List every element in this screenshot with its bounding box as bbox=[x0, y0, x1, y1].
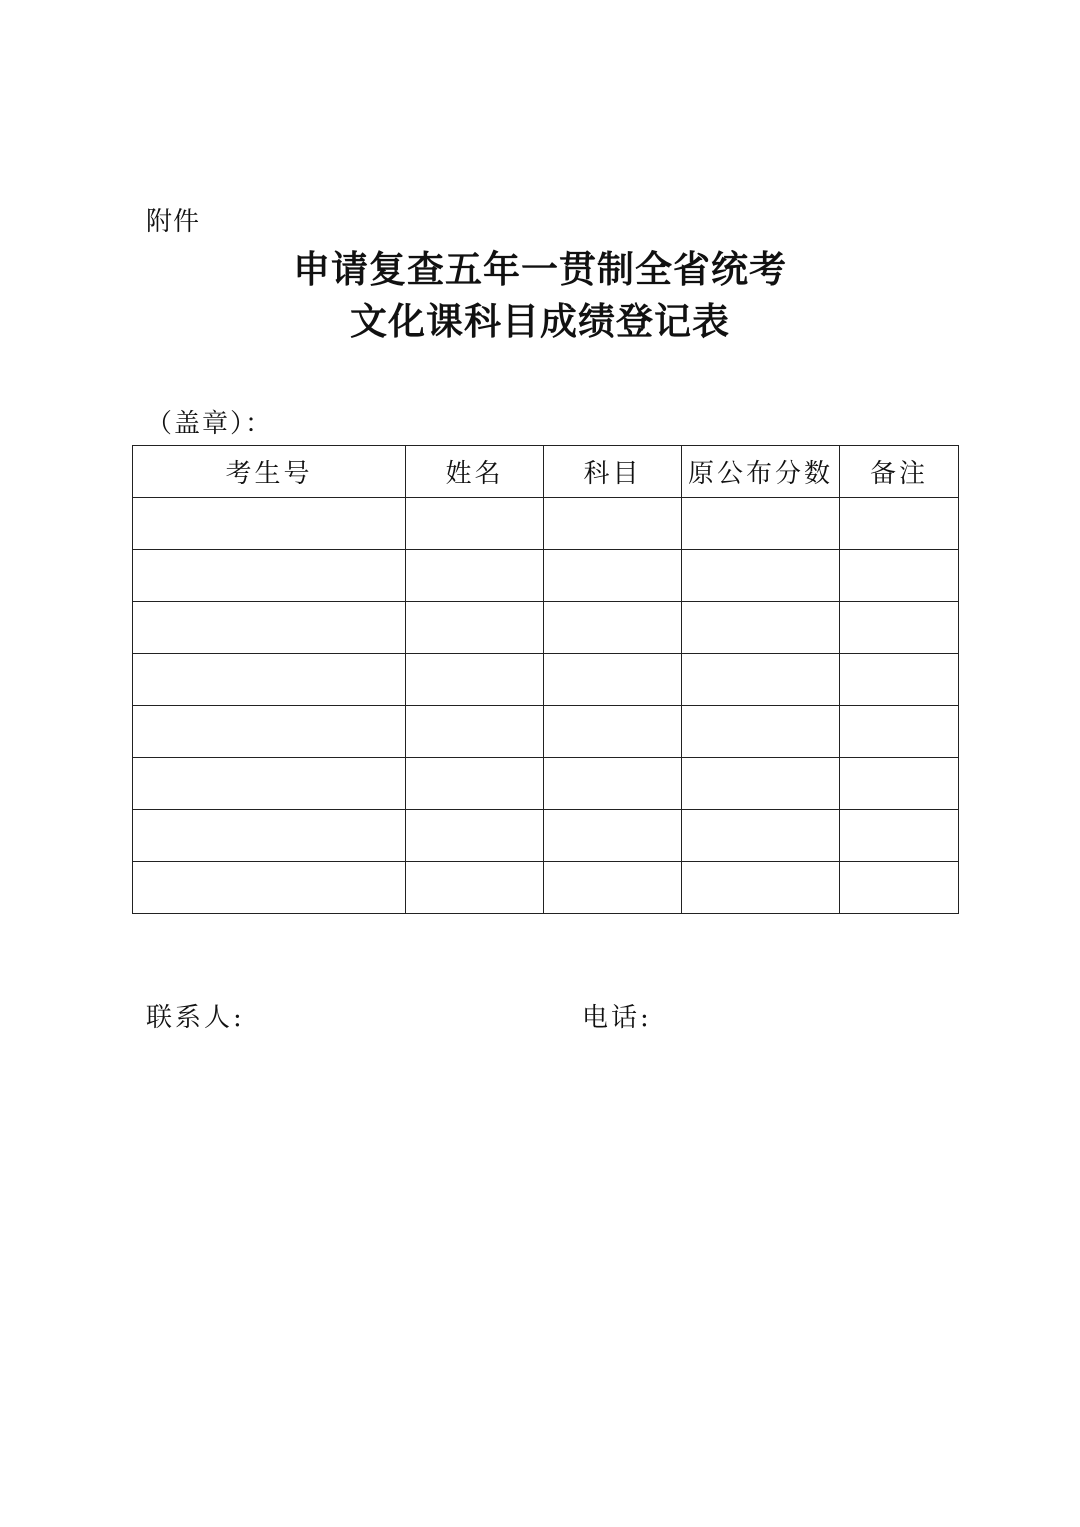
subject-cell[interactable] bbox=[544, 602, 682, 654]
contact-person-label: 联系人: bbox=[146, 1003, 245, 1033]
exam-number-cell[interactable] bbox=[133, 550, 406, 602]
remarks-cell[interactable] bbox=[840, 654, 959, 706]
table-header-row bbox=[133, 446, 959, 498]
exam-number-cell[interactable] bbox=[133, 498, 406, 550]
remarks-cell[interactable] bbox=[840, 550, 959, 602]
name-cell[interactable] bbox=[406, 758, 544, 810]
remarks-cell[interactable] bbox=[840, 810, 959, 862]
header-exam-number: 考生号 bbox=[133, 446, 406, 498]
header-remarks: 备注 bbox=[840, 446, 959, 498]
original-score-cell[interactable] bbox=[682, 550, 840, 602]
name-cell[interactable] bbox=[406, 550, 544, 602]
table-row bbox=[133, 810, 959, 862]
subject-cell[interactable] bbox=[544, 550, 682, 602]
subject-cell[interactable] bbox=[544, 758, 682, 810]
form-title-line-1: 申请复查五年一贯制全省统考 bbox=[293, 247, 787, 291]
remarks-cell[interactable] bbox=[840, 758, 959, 810]
header-subject: 科目 bbox=[544, 446, 682, 498]
exam-number-cell[interactable] bbox=[133, 706, 406, 758]
remarks-cell[interactable] bbox=[840, 862, 959, 914]
original-score-cell[interactable] bbox=[682, 810, 840, 862]
name-cell[interactable] bbox=[406, 706, 544, 758]
table-row bbox=[133, 862, 959, 914]
name-cell[interactable] bbox=[406, 810, 544, 862]
remarks-cell[interactable] bbox=[840, 706, 959, 758]
phone-label: 电话: bbox=[582, 1003, 652, 1033]
exam-number-cell[interactable] bbox=[133, 654, 406, 706]
table-row bbox=[133, 498, 959, 550]
form-title-line-2: 文化课科目成绩登记表 bbox=[350, 299, 730, 343]
exam-number-cell[interactable] bbox=[133, 758, 406, 810]
subject-cell[interactable] bbox=[544, 706, 682, 758]
original-score-cell[interactable] bbox=[682, 706, 840, 758]
seal-label: （盖章）： bbox=[146, 409, 274, 439]
name-cell[interactable] bbox=[406, 602, 544, 654]
header-original-score: 原公布分数 bbox=[682, 446, 840, 498]
remarks-cell[interactable] bbox=[840, 498, 959, 550]
remarks-cell[interactable] bbox=[840, 602, 959, 654]
original-score-cell[interactable] bbox=[682, 602, 840, 654]
name-cell[interactable] bbox=[406, 654, 544, 706]
subject-cell[interactable] bbox=[544, 862, 682, 914]
exam-number-cell[interactable] bbox=[133, 602, 406, 654]
original-score-cell[interactable] bbox=[682, 758, 840, 810]
name-cell[interactable] bbox=[406, 498, 544, 550]
original-score-cell[interactable] bbox=[682, 862, 840, 914]
table-row bbox=[133, 654, 959, 706]
score-register-table bbox=[132, 445, 959, 914]
header-name: 姓名 bbox=[406, 446, 544, 498]
table-body bbox=[133, 498, 959, 914]
table-row bbox=[133, 550, 959, 602]
exam-number-cell[interactable] bbox=[133, 862, 406, 914]
original-score-cell[interactable] bbox=[682, 654, 840, 706]
table-row bbox=[133, 706, 959, 758]
subject-cell[interactable] bbox=[544, 654, 682, 706]
name-cell[interactable] bbox=[406, 862, 544, 914]
subject-cell[interactable] bbox=[544, 810, 682, 862]
table-row bbox=[133, 758, 959, 810]
table-row bbox=[133, 602, 959, 654]
exam-number-cell[interactable] bbox=[133, 810, 406, 862]
subject-cell[interactable] bbox=[544, 498, 682, 550]
original-score-cell[interactable] bbox=[682, 498, 840, 550]
attachment-label: 附件 bbox=[146, 207, 201, 237]
